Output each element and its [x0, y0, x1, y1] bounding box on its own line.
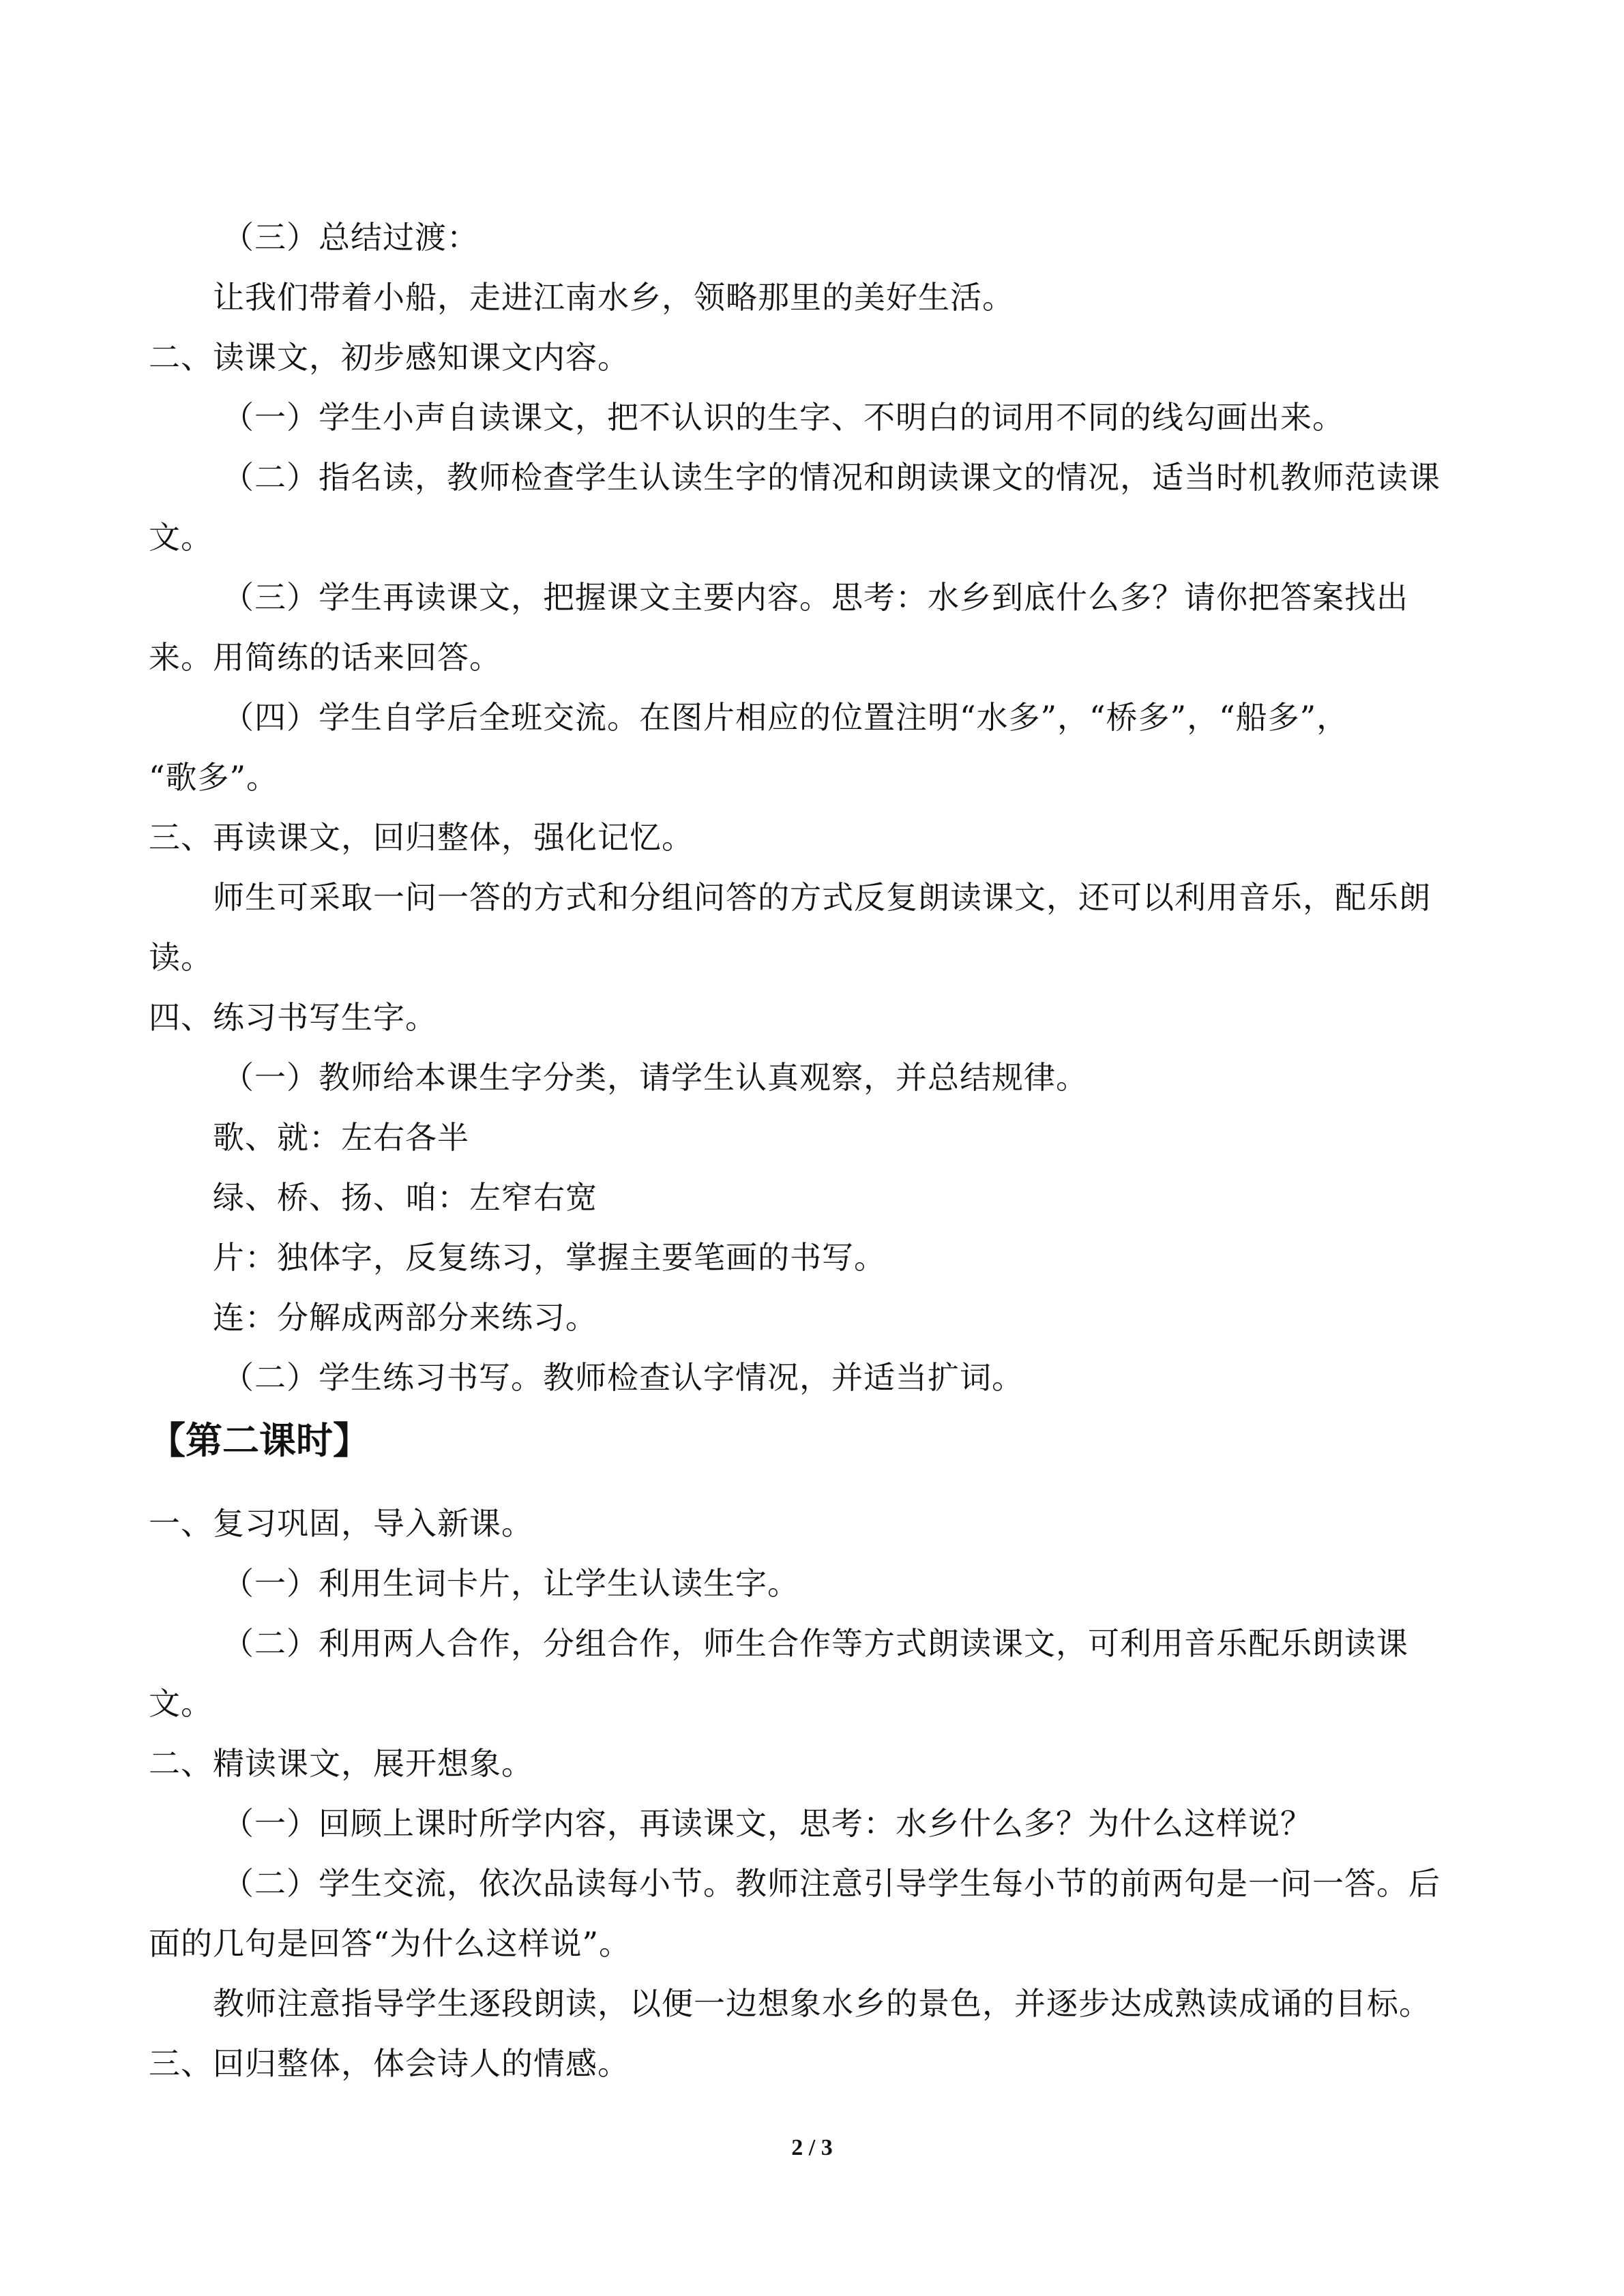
- sub-step-reread-cont: 来。用简练的话来回答。: [149, 639, 501, 676]
- sub-step-class-exchange-cont: “歌多”。: [149, 759, 279, 796]
- section-heading-close-reading: 二、精读课文，展开想象。: [149, 1745, 533, 1782]
- section-heading-reread: 三、再读课文，回归整体，强化记忆。: [149, 819, 694, 856]
- sub-step-self-read: （一）学生小声自读课文，把不认识的生字、不明白的词用不同的线勾画出来。: [222, 399, 1344, 436]
- sub-step-classify-characters: （一）教师给本课生字分类，请学生认真观察，并总结规律。: [222, 1059, 1088, 1096]
- character-group-left-right-even: 歌、就：左右各半: [213, 1119, 469, 1156]
- paragraph-reread-method: 师生可采取一问一答的方式和分组问答的方式反复朗读课文，还可以利用音乐，配乐朗: [213, 879, 1431, 916]
- paragraph-reread-method-cont: 读。: [149, 939, 213, 976]
- page-number: 2 / 3: [791, 2135, 833, 2160]
- paragraph-teacher-guidance: 教师注意指导学生逐段朗读，以便一边想象水乡的景色，并逐步达成熟读成诵的目标。: [213, 1985, 1431, 2022]
- sub-step-cooperative-reading-cont: 文。: [149, 1685, 213, 1722]
- section-heading-review: 一、复习巩固，导入新课。: [149, 1505, 533, 1542]
- sub-step-reread: （三）学生再读课文，把握课文主要内容。思考：水乡到底什么多？请你把答案找出: [222, 579, 1408, 616]
- character-group-single-body: 片：独体字，反复练习，掌握主要笔画的书写。: [213, 1239, 886, 1276]
- sub-step-student-exchange-cont: 面的几句是回答“为什么这样说”。: [149, 1925, 632, 1962]
- section-heading-read-text: 二、读课文，初步感知课文内容。: [149, 339, 630, 376]
- section-heading-return-whole: 三、回归整体，体会诗人的情感。: [149, 2045, 630, 2082]
- sub-step-named-reading-cont: 文。: [149, 519, 213, 556]
- sub-step-student-exchange: （二）学生交流，依次品读每小节。教师注意引导学生每小节的前两句是一问一答。后: [222, 1865, 1441, 1902]
- character-group-split: 连：分解成两部分来练习。: [213, 1299, 597, 1336]
- section-heading-writing: 四、练习书写生字。: [149, 999, 437, 1036]
- sub-step-word-cards: （一）利用生词卡片，让学生认读生字。: [222, 1565, 799, 1602]
- lesson-heading-second-period: 【第二课时】: [149, 1419, 370, 1462]
- sub-step-cooperative-reading: （二）利用两人合作，分组合作，师生合作等方式朗读课文，可利用音乐配乐朗读课: [222, 1625, 1408, 1662]
- sub-step-recall: （一）回顾上课时所学内容，再读课文，思考：水乡什么多？为什么这样说？: [222, 1805, 1312, 1842]
- sub-step-class-exchange: （四）学生自学后全班交流。在图片相应的位置注明“水多”，“桥多”，“船多”，: [222, 699, 1349, 736]
- character-group-narrow-wide: 绿、桥、扬、咱：左窄右宽: [213, 1179, 597, 1216]
- sub-step-named-reading: （二）指名读，教师检查学生认读生字的情况和朗读课文的情况，适当时机教师范读课: [222, 459, 1441, 496]
- paragraph-transition-text: 让我们带着小船，走进江南水乡，领略那里的美好生活。: [213, 279, 1014, 316]
- sub-step-practice-writing: （二）学生练习书写。教师检查认字情况，并适当扩词。: [222, 1359, 1024, 1396]
- sub-step-summary-transition: （三）总结过渡：: [222, 219, 479, 256]
